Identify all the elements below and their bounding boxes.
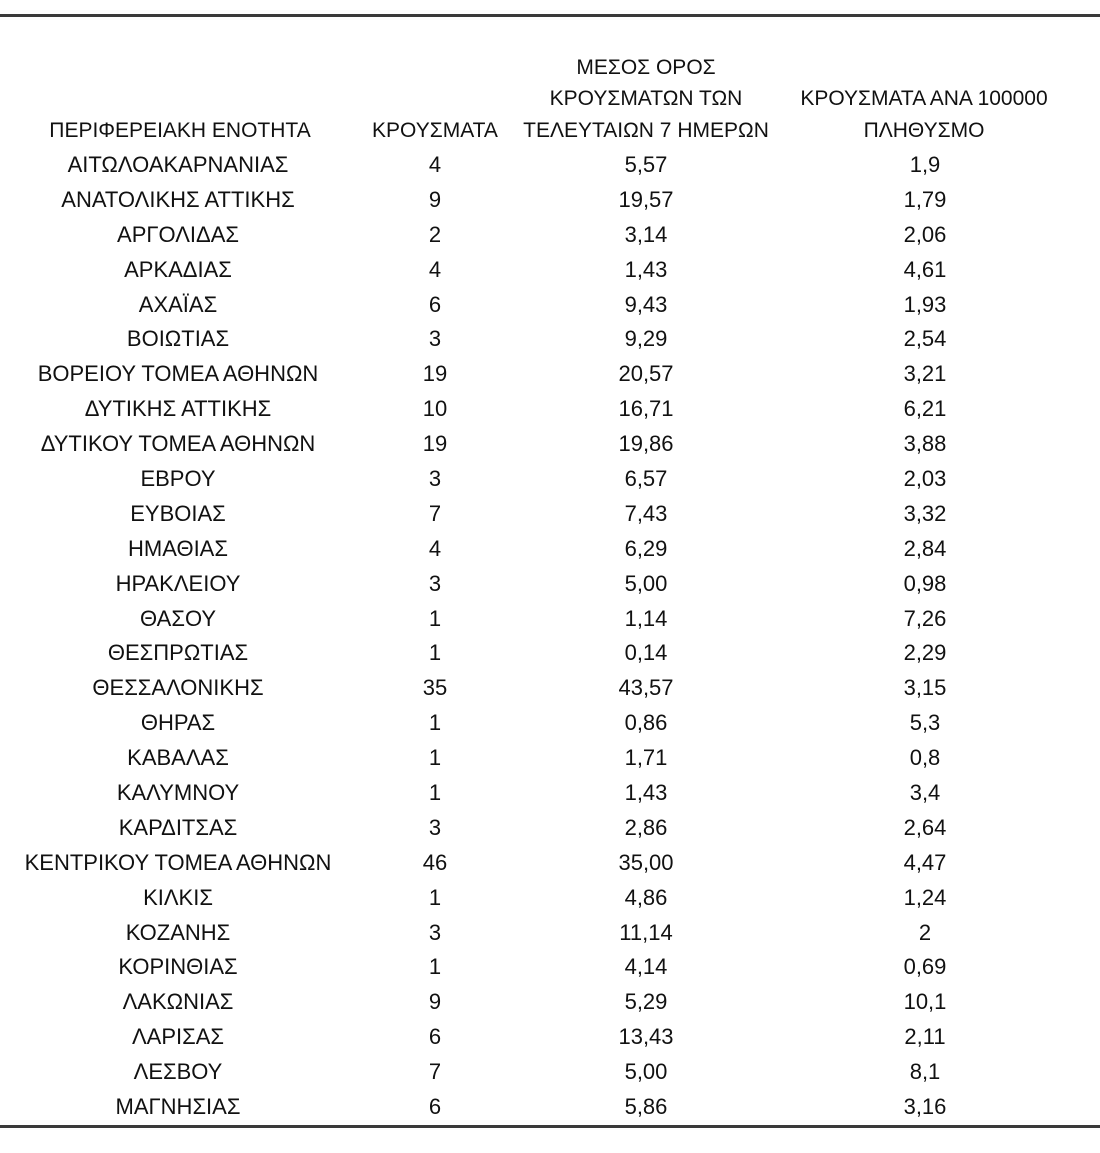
cell-cases: 7	[428, 500, 442, 526]
table-row	[0, 706, 1100, 741]
cell-cases: 1	[428, 745, 442, 771]
cell-7day-average: 4,86	[624, 884, 668, 910]
table-row	[0, 218, 1100, 253]
cell-cases: 35	[422, 675, 448, 701]
cell-7day-average: 5,86	[624, 1094, 668, 1120]
cell-7day-average: 1,43	[624, 780, 668, 806]
table-row	[0, 183, 1100, 218]
table-row	[0, 1055, 1100, 1090]
cell-7day-average: 1,43	[624, 256, 668, 282]
cell-cases: 3	[428, 919, 442, 945]
cell-regional-unit: ΑΡΓΟΛΙΔΑΣ	[117, 221, 239, 247]
cell-cases: 1	[428, 640, 442, 666]
table-row	[0, 253, 1100, 288]
cell-cases-per-100k: 2,11	[904, 1024, 946, 1050]
cell-cases: 1	[428, 954, 442, 980]
cell-7day-average: 6,29	[624, 535, 668, 561]
cell-7day-average: 4,14	[624, 954, 668, 980]
cell-7day-average: 3,14	[624, 221, 668, 247]
cell-7day-average: 43,57	[618, 675, 674, 701]
table-row	[0, 567, 1100, 602]
cell-7day-average: 1,14	[624, 605, 668, 631]
cell-cases-per-100k: 1,24	[903, 884, 947, 910]
cell-7day-average: 5,00	[624, 570, 668, 596]
cell-regional-unit: ΚΑΡΔΙΤΣΑΣ	[118, 814, 238, 840]
cell-regional-unit: ΑΡΚΑΔΙΑΣ	[124, 256, 232, 282]
table-row	[0, 497, 1100, 532]
cell-cases-per-100k: 4,47	[903, 849, 947, 875]
cell-cases-per-100k: 3,15	[903, 675, 947, 701]
cell-regional-unit: ΚΟΡΙΝΘΙΑΣ	[118, 954, 238, 980]
cell-cases: 2	[428, 221, 442, 247]
table-row	[0, 776, 1100, 811]
cell-regional-unit: ΔΥΤΙΚΗΣ ΑΤΤΙΚΗΣ	[84, 396, 272, 422]
cell-cases-per-100k: 2,03	[903, 466, 947, 492]
table-row	[0, 427, 1100, 462]
cell-regional-unit: ΕΒΡΟΥ	[140, 466, 216, 492]
cell-cases: 9	[428, 989, 442, 1015]
cell-cases-per-100k: 0,69	[903, 954, 947, 980]
cell-cases: 7	[428, 1059, 442, 1085]
cell-cases-per-100k: 7,26	[903, 605, 947, 631]
cell-cases: 1	[428, 605, 442, 631]
cell-cases: 6	[428, 1024, 442, 1050]
cell-regional-unit: ΛΕΣΒΟΥ	[133, 1059, 223, 1085]
cell-cases-per-100k: 3,16	[903, 1094, 947, 1120]
cell-cases-per-100k: 1,9	[909, 152, 941, 177]
cell-cases-per-100k: 0,8	[909, 745, 941, 771]
table-row	[0, 671, 1100, 706]
cell-7day-average: 19,57	[618, 186, 674, 212]
table-row	[0, 916, 1100, 951]
header-7day-average: ΜΕΣΟΣ ΟΡΟΣ ΚΡΟΥΣΜΑΤΩΝ ΤΩΝ ΤΕΛΕΥΤΑΙΩΝ 7 ΗΜΕΡΩΝ	[523, 55, 769, 142]
cell-7day-average: 13,43	[618, 1024, 674, 1050]
cell-7day-average: 0,86	[624, 710, 668, 736]
header-regional-unit: ΠΕΡΙΦΕΡΕΙΑΚΗ ΕΝΟΤΗΤΑ	[49, 118, 311, 142]
cell-cases: 9	[428, 186, 442, 212]
cell-cases-per-100k: 8,1	[909, 1059, 941, 1085]
cell-cases-per-100k: 6,21	[903, 396, 947, 422]
cell-cases: 1	[428, 780, 442, 806]
cell-regional-unit: ΑΝΑΤΟΛΙΚΗΣ ΑΤΤΙΚΗΣ	[61, 186, 295, 212]
table-row	[0, 846, 1100, 881]
table-row	[0, 881, 1100, 916]
table-row	[0, 462, 1100, 497]
cell-regional-unit: ΚΑΛΥΜΝΟΥ	[116, 780, 240, 806]
table-header	[0, 18, 1100, 146]
table-row	[0, 1020, 1100, 1055]
cell-cases: 4	[428, 256, 442, 282]
cell-cases-per-100k: 5,3	[909, 710, 941, 736]
cell-cases-per-100k: 3,32	[903, 500, 947, 526]
cell-regional-unit: ΑΙΤΩΛΟΑΚΑΡΝΑΝΙΑΣ	[67, 152, 289, 177]
cell-7day-average: 11,14	[619, 919, 673, 945]
table-row	[0, 357, 1100, 392]
table-row	[0, 288, 1100, 323]
cell-cases: 6	[428, 291, 442, 317]
cell-cases-per-100k: 3,4	[909, 780, 941, 806]
cell-cases-per-100k: 2,64	[903, 814, 947, 840]
cell-7day-average: 5,00	[624, 1059, 668, 1085]
table-row	[0, 602, 1100, 637]
cell-regional-unit: ΒΟΡΕΙΟΥ ΤΟΜΕΑ ΑΘΗΝΩΝ	[37, 361, 319, 387]
cell-cases: 1	[428, 884, 442, 910]
cell-cases-per-100k: 2,06	[903, 221, 947, 247]
cell-7day-average: 1,71	[624, 745, 668, 771]
cell-regional-unit: ΗΜΑΘΙΑΣ	[128, 535, 228, 561]
cell-regional-unit: ΘΕΣΣΑΛΟΝΙΚΗΣ	[92, 675, 264, 701]
table-row	[0, 532, 1100, 567]
cell-cases-per-100k: 3,21	[903, 361, 947, 387]
cell-regional-unit: ΒΟΙΩΤΙΑΣ	[126, 326, 230, 352]
cell-7day-average: 35,00	[618, 849, 674, 875]
cell-cases-per-100k: 2,54	[903, 326, 947, 352]
cell-cases-per-100k: 4,61	[903, 256, 947, 282]
cell-regional-unit: ΚΟΖΑΝΗΣ	[125, 919, 231, 945]
cell-7day-average: 5,29	[624, 989, 668, 1015]
cell-regional-unit: ΘΕΣΠΡΩΤΙΑΣ	[107, 640, 249, 666]
table-row	[0, 1090, 1100, 1125]
cell-cases: 3	[428, 814, 442, 840]
cell-cases: 3	[428, 326, 442, 352]
cell-cases-per-100k: 1,93	[903, 291, 947, 317]
cell-cases: 10	[422, 396, 448, 422]
cell-regional-unit: ΘΑΣΟΥ	[139, 605, 217, 631]
table-body	[0, 148, 1100, 1125]
cell-regional-unit: ΚΑΒΑΛΑΣ	[127, 745, 229, 771]
cell-cases-per-100k: 3,88	[903, 431, 947, 457]
cell-cases-per-100k: 1,79	[903, 186, 947, 212]
table-row	[0, 985, 1100, 1020]
header-cases-per-100k: ΚΡΟΥΣΜΑΤΑ ΑΝΑ 100000 ΠΛΗΘΥΣΜΟ	[800, 87, 1048, 142]
cell-regional-unit: ΚΙΛΚΙΣ	[143, 884, 213, 910]
cell-cases-per-100k: 0,98	[903, 570, 947, 596]
table-row	[0, 741, 1100, 776]
cell-7day-average: 6,57	[624, 466, 668, 492]
cell-regional-unit: ΗΡΑΚΛΕΙΟΥ	[115, 570, 241, 596]
cell-7day-average: 20,57	[618, 361, 674, 387]
table-top-rule	[0, 14, 1100, 17]
cell-regional-unit: ΛΑΚΩΝΙΑΣ	[122, 989, 234, 1015]
cell-7day-average: 7,43	[624, 500, 668, 526]
cell-7day-average: 19,86	[618, 431, 674, 457]
cell-cases: 1	[428, 710, 442, 736]
table-row	[0, 811, 1100, 846]
cell-cases: 4	[428, 152, 442, 177]
cell-7day-average: 9,29	[624, 326, 668, 352]
table-row	[0, 392, 1100, 427]
cell-7day-average: 2,86	[624, 814, 668, 840]
table-row	[0, 148, 1100, 183]
cell-cases: 4	[428, 535, 442, 561]
header-cases: ΚΡΟΥΣΜΑΤΑ	[372, 118, 498, 142]
cell-regional-unit: ΜΑΓΝΗΣΙΑΣ	[115, 1094, 241, 1120]
cell-cases-per-100k: 2	[918, 919, 932, 945]
table-bottom-rule	[0, 1125, 1100, 1128]
cell-7day-average: 9,43	[624, 291, 668, 317]
cell-cases: 19	[422, 361, 448, 387]
cell-7day-average: 16,71	[618, 396, 674, 422]
table-row	[0, 950, 1100, 985]
cell-cases-per-100k: 2,84	[903, 535, 947, 561]
cell-7day-average: 0,14	[624, 640, 668, 666]
cell-cases-per-100k: 10,1	[903, 989, 947, 1015]
cell-cases-per-100k: 2,29	[903, 640, 947, 666]
cell-cases: 3	[428, 466, 442, 492]
table-row	[0, 636, 1100, 671]
cell-cases: 46	[422, 849, 448, 875]
cell-regional-unit: ΑΧΑΪΑΣ	[138, 291, 218, 317]
cell-7day-average: 5,57	[624, 152, 668, 177]
cell-cases: 3	[428, 570, 442, 596]
cell-regional-unit: ΔΥΤΙΚΟΥ ΤΟΜΕΑ ΑΘΗΝΩΝ	[40, 431, 316, 457]
table-row	[0, 322, 1100, 357]
cell-regional-unit: ΛΑΡΙΣΑΣ	[131, 1024, 225, 1050]
cell-regional-unit: ΚΕΝΤΡΙΚΟΥ ΤΟΜΕΑ ΑΘΗΝΩΝ	[24, 849, 332, 875]
cell-cases: 19	[422, 431, 448, 457]
cell-regional-unit: ΕΥΒΟΙΑΣ	[130, 500, 226, 526]
cell-regional-unit: ΘΗΡΑΣ	[140, 710, 216, 736]
cell-cases: 6	[428, 1094, 442, 1120]
